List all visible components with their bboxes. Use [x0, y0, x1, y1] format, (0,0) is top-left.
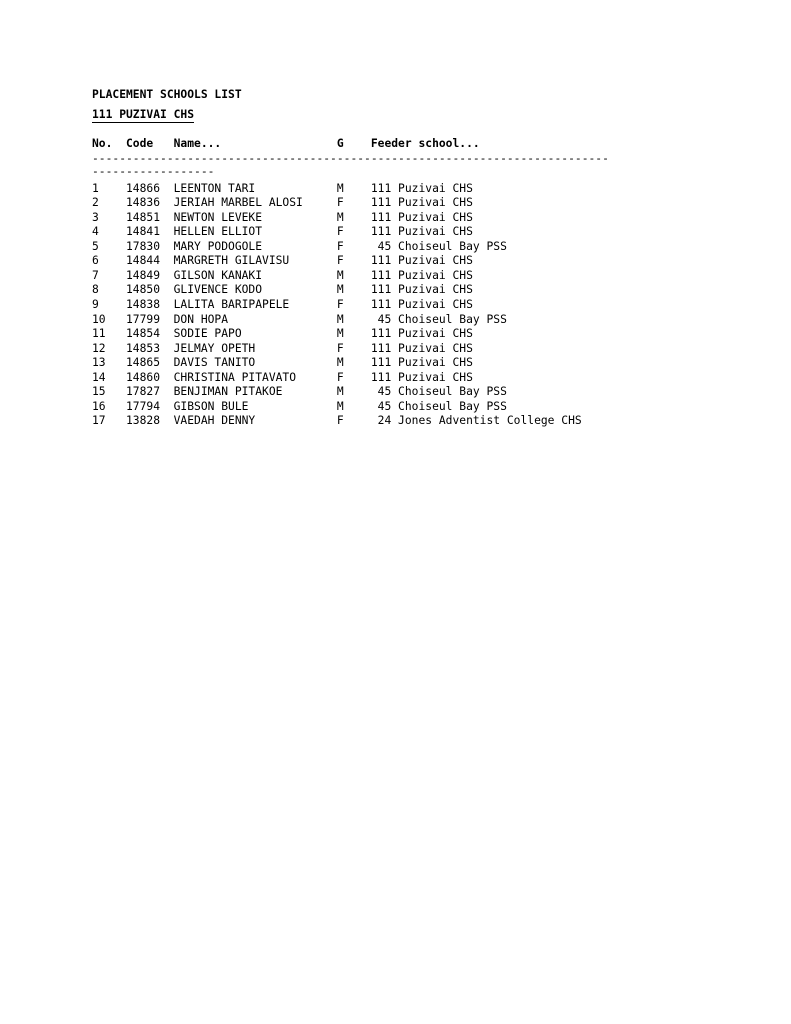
subtitle-wrap: [92, 103, 732, 124]
document-body: [92, 88, 732, 429]
table-row: 7 14849 GILSON KANAKI M 111 Puzivai CHS: [92, 268, 473, 282]
table-row: 1 14866 LEENTON TARI M 111 Puzivai CHS: [92, 181, 473, 195]
table-row: 11 14854 SODIE PAPO M 111 Puzivai CHS: [92, 327, 473, 341]
table-row: 9 14838 LALITA BARIPAPELE F 111 Puzivai CHS: [92, 298, 473, 312]
table-row: 3 14851 NEWTON LEVEKE M 111 Puzivai CHS: [92, 210, 473, 224]
table-row: 16 17794 GIBSON BULE M 45 Choiseul Bay PSS: [92, 399, 507, 413]
school-subtitle: 111 PUZIVAI CHS: [92, 108, 194, 124]
table-row: 5 17830 MARY PODOGOLE F 45 Choiseul Bay PSS: [92, 239, 507, 253]
table-row: 14 14860 CHRISTINA PITAVATO F 111 Puzivai CHS: [92, 370, 473, 384]
table-row: 2 14836 JERIAH MARBEL ALOSI F 111 Puzivai CHS: [92, 196, 473, 210]
table-row: 15 17827 BENJIMAN PITAKOE M 45 Choiseul Bay PSS: [92, 385, 507, 399]
separator-line-secondary: ------------------: [92, 164, 215, 178]
table-row: 12 14853 JELMAY OPETH F 111 Puzivai CHS: [92, 341, 473, 355]
table-row: 6 14844 MARGRETH GILAVISU F 111 Puzivai CHS: [92, 254, 473, 268]
spacer: [92, 123, 732, 137]
page-title: PLACEMENT SCHOOLS LIST: [92, 88, 242, 101]
table-row: 13 14865 DAVIS TANITO M 111 Puzivai CHS: [92, 356, 473, 370]
student-table: [92, 182, 732, 429]
table-row: 10 17799 DON HOPA M 45 Choiseul Bay PSS: [92, 312, 507, 326]
table-row: 4 14841 HELLEN ELLIOT F 111 Puzivai CHS: [92, 225, 473, 239]
table-row: 17 13828 VAEDAH DENNY F 24 Jones Adventist College CHS: [92, 414, 582, 428]
table-row: 8 14850 GLIVENCE KODO M 111 Puzivai CHS: [92, 283, 473, 297]
separator-line-primary: ----------------------------------------------------------------------------: [92, 151, 609, 165]
table-column-header: No. Code Name... G Feeder school...: [92, 137, 480, 151]
